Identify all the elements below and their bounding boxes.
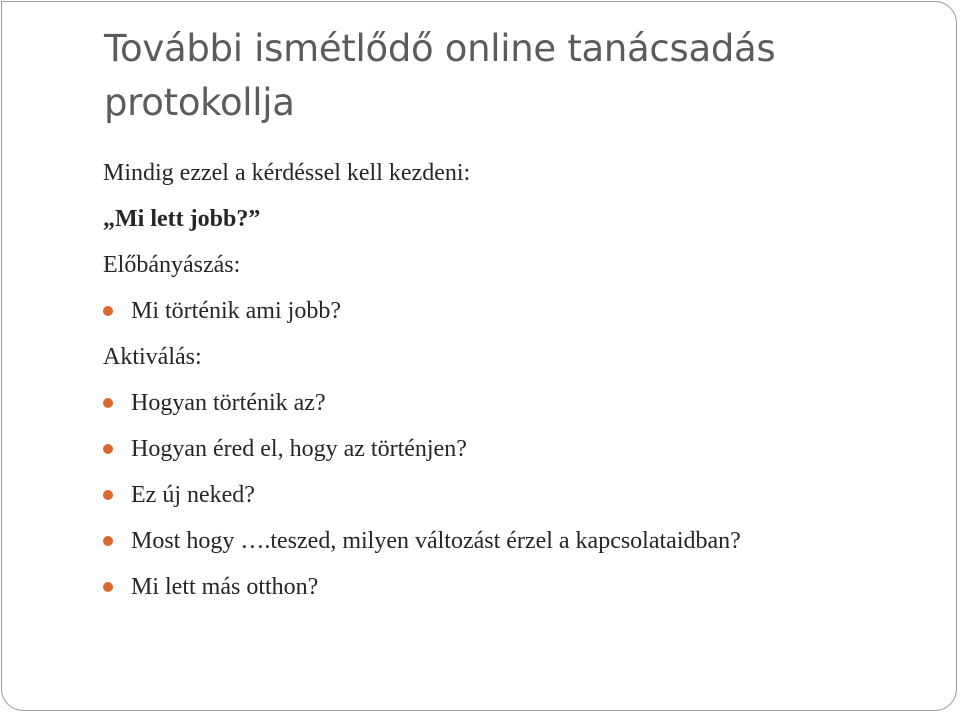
bullet-text: Mi lett más otthon?	[131, 574, 319, 600]
bullet-dot-icon	[103, 536, 113, 546]
bullet-dot-icon	[103, 490, 113, 500]
bullet-text: Mi történik ami jobb?	[131, 298, 341, 324]
slide-content	[103, 150, 923, 610]
bullet-dot-icon	[103, 398, 113, 408]
bullet-dot-icon	[103, 444, 113, 454]
bullet-text: Hogyan éred el, hogy az történjen?	[131, 436, 467, 462]
bullet-text: Most hogy ….teszed, milyen változást érzel a kapcsolataidban?	[131, 528, 741, 554]
section-heading-aktivalas: Aktiválás:	[103, 344, 202, 370]
key-question: „Mi lett jobb?”	[103, 206, 261, 232]
bullet-text: Ez új neked?	[131, 482, 255, 508]
bullet-item	[103, 472, 923, 518]
bullet-dot-icon	[103, 582, 113, 592]
bullet-text: Hogyan történik az?	[131, 390, 326, 416]
bullet-item	[103, 380, 923, 426]
slide-title: További ismétlődő online tanácsadás protokollja	[104, 27, 776, 124]
bullet-item	[103, 288, 923, 334]
intro-text: Mindig ezzel a kérdéssel kell kezdeni:	[103, 160, 471, 186]
bullet-dot-icon	[103, 306, 113, 316]
bullet-item	[103, 518, 923, 564]
section-heading-elobanyaszas: Előbányászás:	[103, 252, 241, 278]
bullet-item	[103, 564, 923, 610]
bullet-item	[103, 426, 923, 472]
